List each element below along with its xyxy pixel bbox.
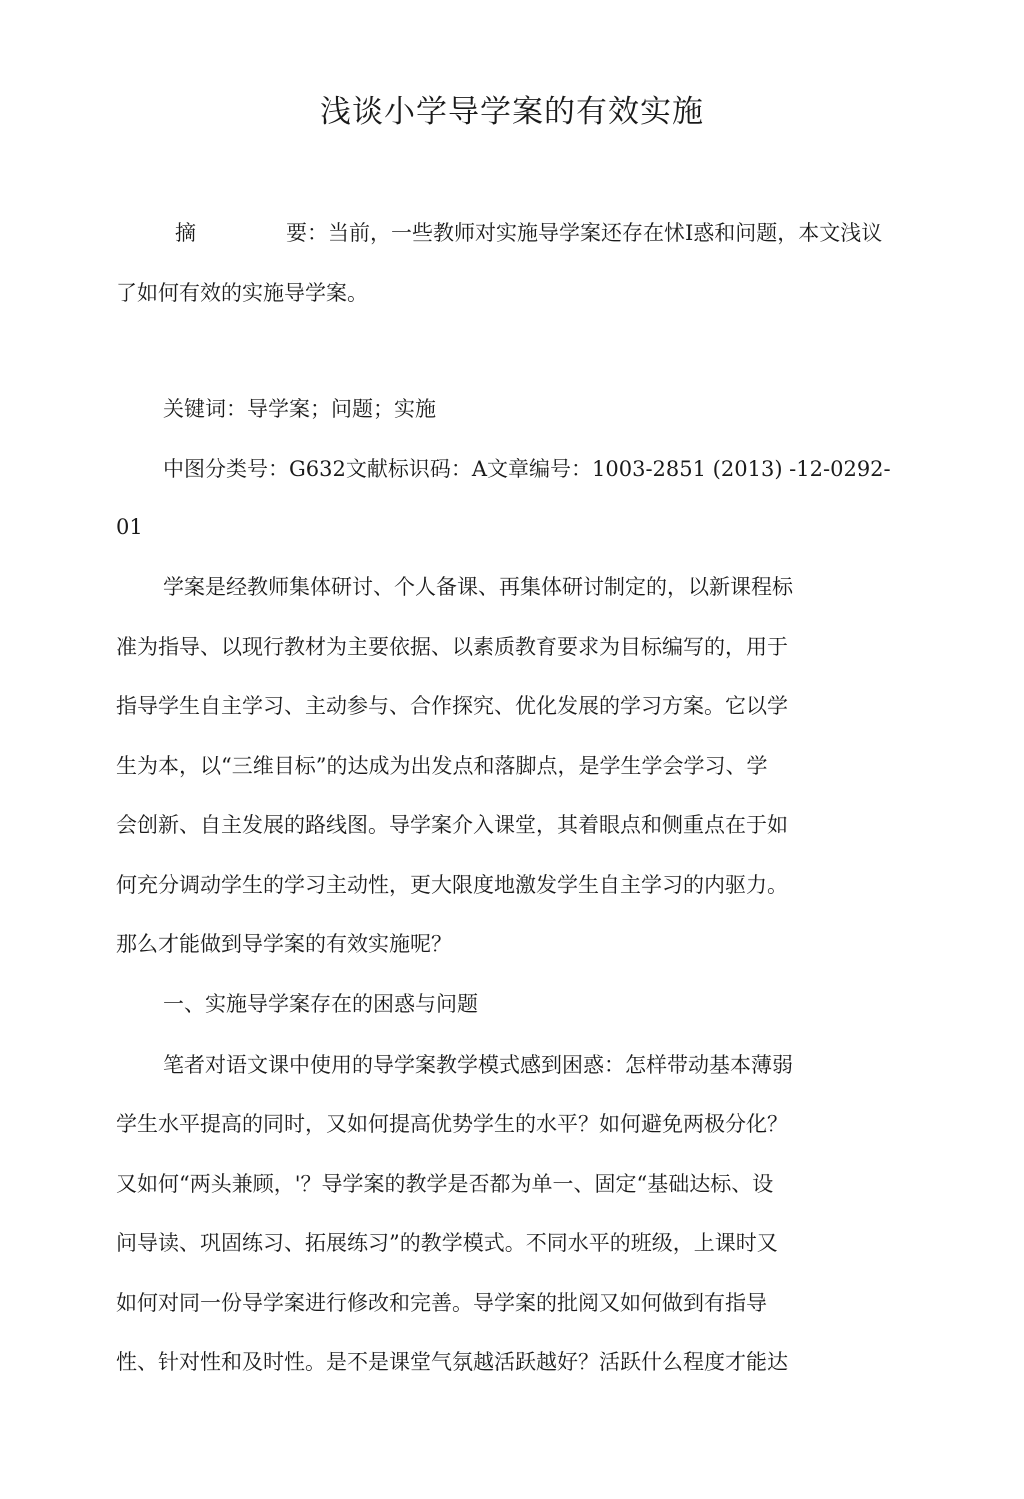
classification-line-1: 中图分类号：G632文献标识码：A文章编号：1003-2851 (2013) -12-0292- (163, 457, 891, 481)
body-line: 性、针对性和及时性。是不是课堂气氛越活跃越好？活跃什么程度才能达 (116, 1350, 788, 1374)
body-line: 那么才能做到导学案的有效实施呢？ (116, 932, 452, 956)
document-title: 浅谈小学导学案的有效实施 (320, 94, 704, 130)
body-line: 指导学生自主学习、主动参与、合作探究、优化发展的学习方案。它以学 (116, 694, 788, 718)
body-line: 何充分调动学生的学习主动性，更大限度地激发学生自主学习的内驱力。 (116, 873, 788, 897)
abstract-label-char2: 要： (286, 221, 328, 245)
body-line: 会创新、自主发展的路线图。导学案介入课堂，其着眼点和侧重点在于如 (116, 813, 788, 837)
keywords-line: 关键词：导学案；问题；实施 (163, 397, 436, 421)
body-line: 学生水平提高的同时，又如何提高优势学生的水平？如何避免两极分化？ (116, 1112, 788, 1136)
abstract-label (175, 218, 882, 248)
body-line: 学案是经教师集体研讨、个人备课、再集体研讨制定的，以新课程标 (163, 575, 793, 599)
section-heading: 一、实施导学案存在的困惑与问题 (163, 992, 478, 1016)
body-line: 生为本，以“三维目标”的达成为出发点和落脚点，是学生学会学习、学 (116, 754, 768, 778)
body-line: 笔者对语文课中使用的导学案教学模式感到困惑：怎样带动基本薄弱 (163, 1053, 793, 1077)
body-line: 如何对同一份导学案进行修改和完善。导学案的批阅又如何做到有指导 (116, 1291, 767, 1315)
body-line: 准为指导、以现行教材为主要依据、以素质教育要求为目标编写的，用于 (116, 635, 788, 659)
body-line: 问导读、巩固练习、拓展练习”的教学模式。不同水平的班级，上课时又 (116, 1231, 778, 1255)
abstract-line-2: 了如何有效的实施导学案。 (116, 281, 368, 305)
classification-line-2: 01 (116, 515, 143, 539)
abstract-label-char1: 摘 (175, 221, 196, 245)
body-line: 又如何“两头兼顾，'？导学案的教学是否都为单一、固定“基础达标、设 (116, 1172, 774, 1196)
abstract-line-1: 当前，一些教师对实施导学案还存在怵I惑和问题，本文浅议 (328, 221, 883, 245)
